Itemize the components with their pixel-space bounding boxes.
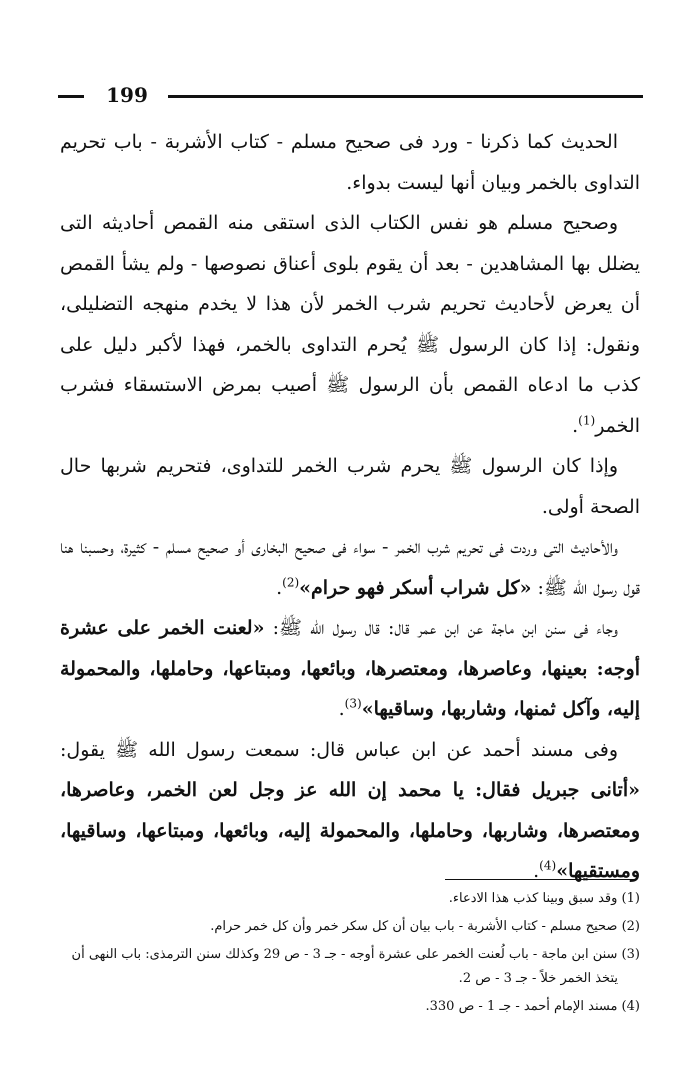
paragraph-6 — [60, 730, 640, 892]
footnote-ref: (2) — [282, 575, 300, 590]
paragraph-text: وصحيح مسلم هو نفس الكتاب الذى استقى منه القمص أحاديثه التى يضلل بها المشاهدين - بعد أن يقوم بلوى أعناق نصوصها - ولم يشأ القمص أن يعرض لأحاديث تحريم شرب الخمر لأن هذا لا يخدم منهجه التضليلى، ونقول: إذا كان الرسول ﷺ يُحرم التداوى بالخمر، فهذا لأكبر دليل على كذب ما ادعاه القمص بأن الرسول ﷺ أصيب بمرض الاستسقاء فشرب الخمر — [60, 212, 640, 437]
footnotes — [60, 887, 640, 1023]
paragraph-4 — [60, 527, 640, 608]
paragraph-text: والأحاديث التى وردت فى تحريم شرب الخمر - سواء فى صحيح البخارى أو صحيح مسلم - كثيرة، وحسبنا هنا قول رسول الله ﷺ: — [60, 536, 640, 599]
footnote-ref: (4) — [539, 858, 557, 873]
footnote-ref: (1) — [578, 413, 596, 428]
hadith-quote: «كل شراب أسكر فهو حرام» — [299, 576, 532, 599]
paragraph-5 — [60, 608, 640, 730]
header-rule-right — [168, 95, 643, 98]
paragraph-text: وفى مسند أحمد عن ابن عباس قال: سمعت رسول الله ﷺ يقول: — [60, 738, 618, 761]
paragraph-text: وجاء فى سنن ابن ماجة عن ابن عمر قال: قال رسول الله ﷺ: — [272, 617, 618, 639]
paragraph-end: . — [572, 414, 579, 437]
page-header — [58, 82, 643, 112]
main-text — [60, 122, 640, 892]
header-rule-left — [58, 95, 84, 98]
paragraph-end: . — [338, 698, 345, 720]
footnote-ref: (3) — [344, 696, 362, 711]
footnote-4: (4) مسند الإمام أحمد - جـ 1 - ص 330. — [425, 999, 640, 1014]
paragraph-3 — [60, 446, 640, 527]
paragraph-text: وإذا كان الرسول ﷺ يحرم شرب الخمر للتداوى، فتحريم شربها حال الصحة أولى. — [60, 455, 640, 518]
hadith-quote: «أتانى جبريل فقال: يا محمد إن الله عز وجل لعن الخمر، وعاصرها، ومعتصرها، وشاربها، وحاملها، والمحمولة إليه، وبائعها، ومبتاعها، وساقيها، ومستقيها» — [60, 779, 640, 882]
footnote-3: (3) سنن ابن ماجة - باب لُعنت الخمر على عشرة أوجه - جـ 3 - ص 29 وكذلك سنن الترمذى: باب النهى أن يتخذ الخمر خلاً - جـ 3 - ص 2. — [71, 947, 640, 986]
footnote-1: (1) وقد سبق وبينا كذب هذا الادعاء. — [448, 891, 640, 906]
paragraph-2 — [60, 203, 640, 446]
paragraph-end: . — [533, 860, 540, 882]
hadith-quote: «لعنت الخمر على عشرة أوجه: بعينها، وعاصرها، ومعتصرها، وبائعها، ومبتاعها، وحاملها، والمحمولة إليه، وآكل ثمنها، وشاربها، وساقيها» — [60, 617, 640, 720]
paragraph-text: الحديث كما ذكرنا - ورد فى صحيح مسلم - كتاب الأشربة - باب تحريم التداوى بالخمر وبيان أنها ليست بدواء. — [60, 131, 640, 194]
paragraph-1 — [60, 122, 640, 203]
page-number: 199 — [106, 83, 148, 107]
paragraph-end: . — [276, 576, 283, 599]
footnote-2: (2) صحيح مسلم - كتاب الأشربة - باب بيان أن كل سكر خمر وأن كل خمر حرام. — [210, 919, 640, 934]
footnote-divider — [445, 879, 637, 880]
